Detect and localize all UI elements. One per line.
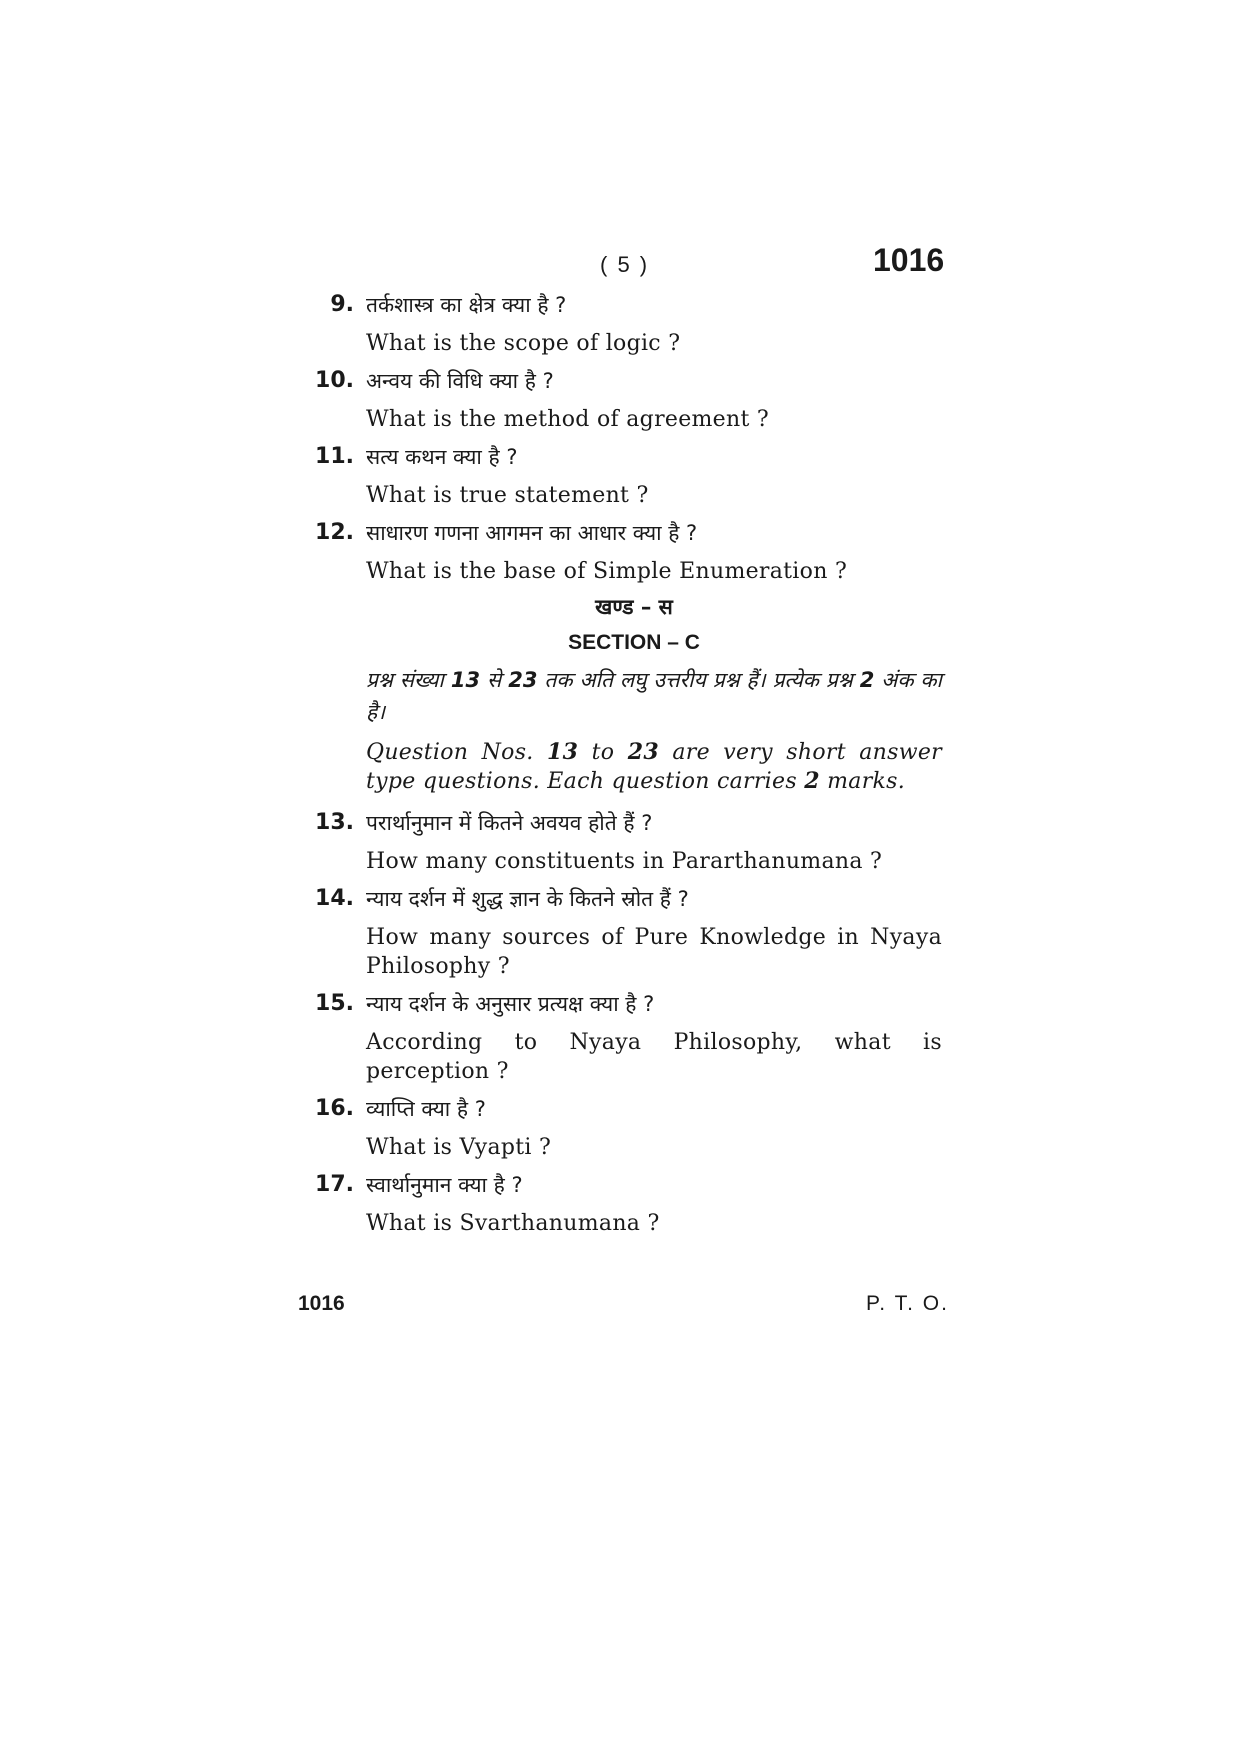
question-number: 15. [315, 991, 354, 1016]
question-number: 10. [315, 368, 354, 393]
question-hindi: न्याय दर्शन के अनुसार प्रत्यक्ष क्या है ? [366, 992, 655, 1016]
question-14 [290, 884, 942, 981]
question-english: What is the scope of logic ? [366, 331, 681, 356]
question-number: 16. [315, 1096, 354, 1121]
question-hindi: परार्थानुमान में कितने अवयव होते हैं ? [366, 811, 653, 835]
question-12 [290, 518, 942, 586]
question-10 [290, 366, 942, 434]
question-english: What is Svarthanumana ? [366, 1211, 660, 1236]
paper-code-footer: 1016 [298, 1292, 345, 1315]
question-english: How many sources of Pure Knowledge in Nyaya Philosophy ? [366, 925, 942, 979]
pto-label: P. T. O. [866, 1292, 949, 1315]
question-number: 9. [330, 292, 354, 317]
question-number: 11. [315, 444, 354, 469]
question-15 [290, 989, 942, 1086]
question-english: What is Vyapti ? [366, 1135, 552, 1160]
page-number: ( 5 ) [600, 252, 650, 277]
question-16 [290, 1094, 942, 1162]
question-number: 12. [315, 520, 354, 545]
instruction-hindi: प्रश्न संख्या 13 से 23 तक अति लघु उत्तरीय प्रश्न हैं। प्रत्येक प्रश्न 2 अंक का है। [366, 668, 942, 724]
question-11 [290, 442, 942, 510]
question-number: 13. [315, 810, 354, 835]
paper-code-header: 1016 [873, 242, 945, 278]
question-13 [290, 808, 942, 876]
section-instructions [366, 664, 942, 796]
question-17 [290, 1170, 942, 1238]
question-english: How many constituents in Pararthanumana ? [366, 849, 883, 874]
section-title-hindi: खण्ड – स [595, 595, 673, 619]
question-hindi: अन्वय की विधि क्या है ? [366, 369, 554, 393]
question-english: According to Nyaya Philosophy, what is perception ? [366, 1030, 942, 1084]
question-english: What is the base of Simple Enumeration ? [366, 559, 848, 584]
instruction-english: Question Nos. 13 to 23 are very short answer type questions. Each question carries 2 marks. [366, 739, 942, 794]
question-9 [290, 290, 942, 358]
question-english: What is true statement ? [366, 483, 649, 508]
question-hindi: न्याय दर्शन में शुद्ध ज्ञान के कितने स्रोत हैं ? [366, 887, 689, 911]
section-title-english: SECTION – C [568, 631, 700, 654]
question-hindi: साधारण गणना आगमन का आधार क्या है ? [366, 521, 698, 545]
question-hindi: स्वार्थानुमान क्या है ? [366, 1173, 523, 1197]
question-number: 14. [315, 886, 354, 911]
question-hindi: सत्य कथन क्या है ? [366, 445, 518, 469]
question-hindi: तर्कशास्त्र का क्षेत्र क्या है ? [366, 293, 567, 317]
question-content [290, 290, 942, 1238]
question-english: What is the method of agreement ? [366, 407, 769, 432]
question-hindi: व्याप्ति क्या है ? [366, 1097, 486, 1121]
question-number: 17. [315, 1172, 354, 1197]
